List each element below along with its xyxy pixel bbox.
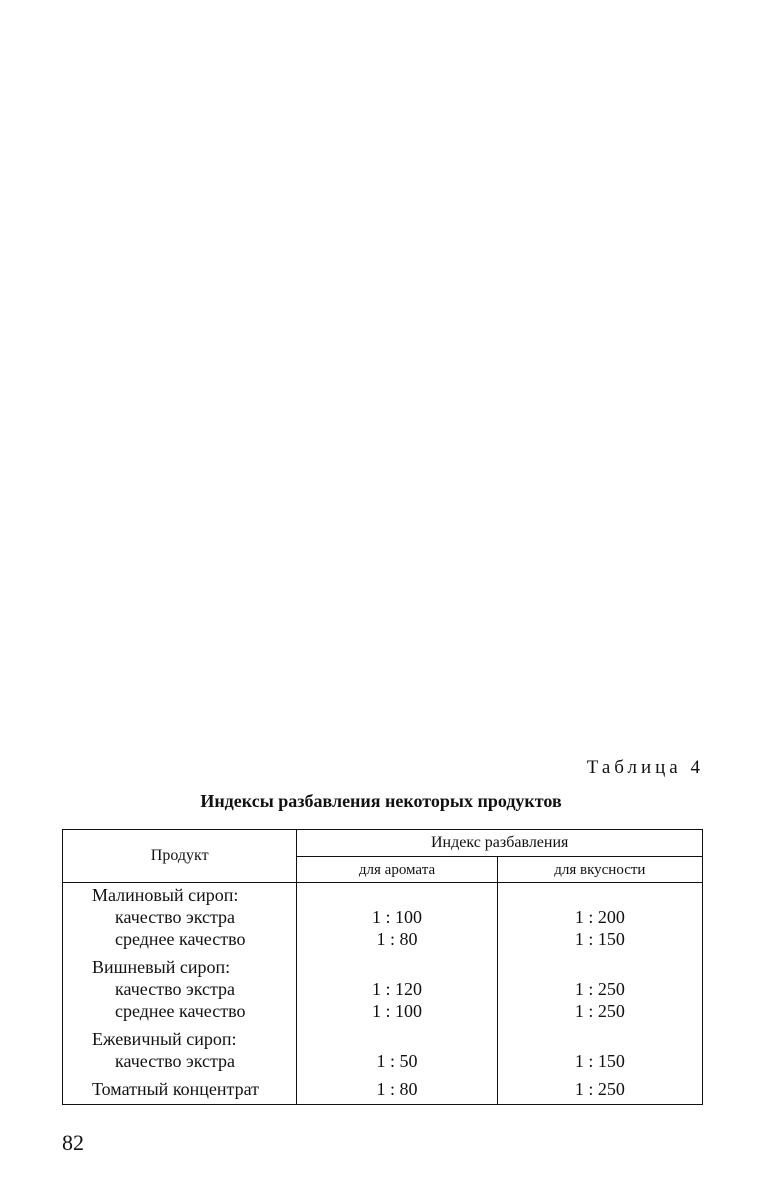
taste-value: 1 : 250 bbox=[574, 1001, 625, 1021]
aroma-value bbox=[297, 956, 496, 978]
product-cherry-extra: качество экстра bbox=[115, 979, 236, 999]
product-raspberry-extra: качество экстра bbox=[115, 907, 236, 927]
product-group-cherry: Вишневый сироп: bbox=[92, 957, 231, 977]
taste-value: 1 : 250 bbox=[574, 979, 625, 999]
aroma-value: 1 : 80 bbox=[376, 1079, 418, 1099]
product-tomato-concentrate: Томатный концентрат bbox=[92, 1079, 260, 1099]
product-group-raspberry: Малиновый сироп: bbox=[92, 885, 239, 905]
header-for-aroma: для аромата bbox=[297, 857, 497, 883]
table-body-row bbox=[63, 883, 703, 1105]
header-dilution-index: Индекс разбавления bbox=[297, 830, 703, 857]
taste-value bbox=[498, 884, 702, 906]
dilution-index-table bbox=[62, 829, 703, 1105]
taste-value bbox=[498, 1028, 702, 1050]
aroma-value: 1 : 50 bbox=[376, 1051, 418, 1071]
taste-value: 1 : 200 bbox=[574, 907, 625, 927]
aroma-value: 1 : 100 bbox=[372, 907, 423, 927]
table-title: Индексы разбавления некоторых продуктов bbox=[200, 791, 562, 811]
taste-value: 1 : 150 bbox=[574, 1051, 625, 1071]
table-number-label: Таблица 4 bbox=[586, 757, 704, 778]
aroma-value: 1 : 80 bbox=[376, 929, 418, 949]
aroma-value: 1 : 120 bbox=[372, 979, 423, 999]
product-raspberry-medium: среднее качество bbox=[115, 929, 246, 949]
header-product: Продукт bbox=[63, 830, 297, 883]
taste-value: 1 : 150 bbox=[574, 929, 625, 949]
product-column bbox=[63, 883, 297, 1105]
aroma-value bbox=[297, 1028, 496, 1050]
taste-column bbox=[497, 883, 702, 1105]
taste-value bbox=[498, 956, 702, 978]
page-number: 82 bbox=[62, 1130, 84, 1155]
product-blackberry-extra: качество экстра bbox=[115, 1051, 236, 1071]
header-for-taste: для вкусности bbox=[497, 857, 702, 883]
product-group-blackberry: Ежевичный сироп: bbox=[92, 1029, 237, 1049]
aroma-value: 1 : 100 bbox=[372, 1001, 423, 1021]
aroma-column bbox=[297, 883, 497, 1105]
aroma-value bbox=[297, 884, 496, 906]
taste-value: 1 : 250 bbox=[574, 1079, 625, 1099]
product-cherry-medium: среднее качество bbox=[115, 1001, 246, 1021]
